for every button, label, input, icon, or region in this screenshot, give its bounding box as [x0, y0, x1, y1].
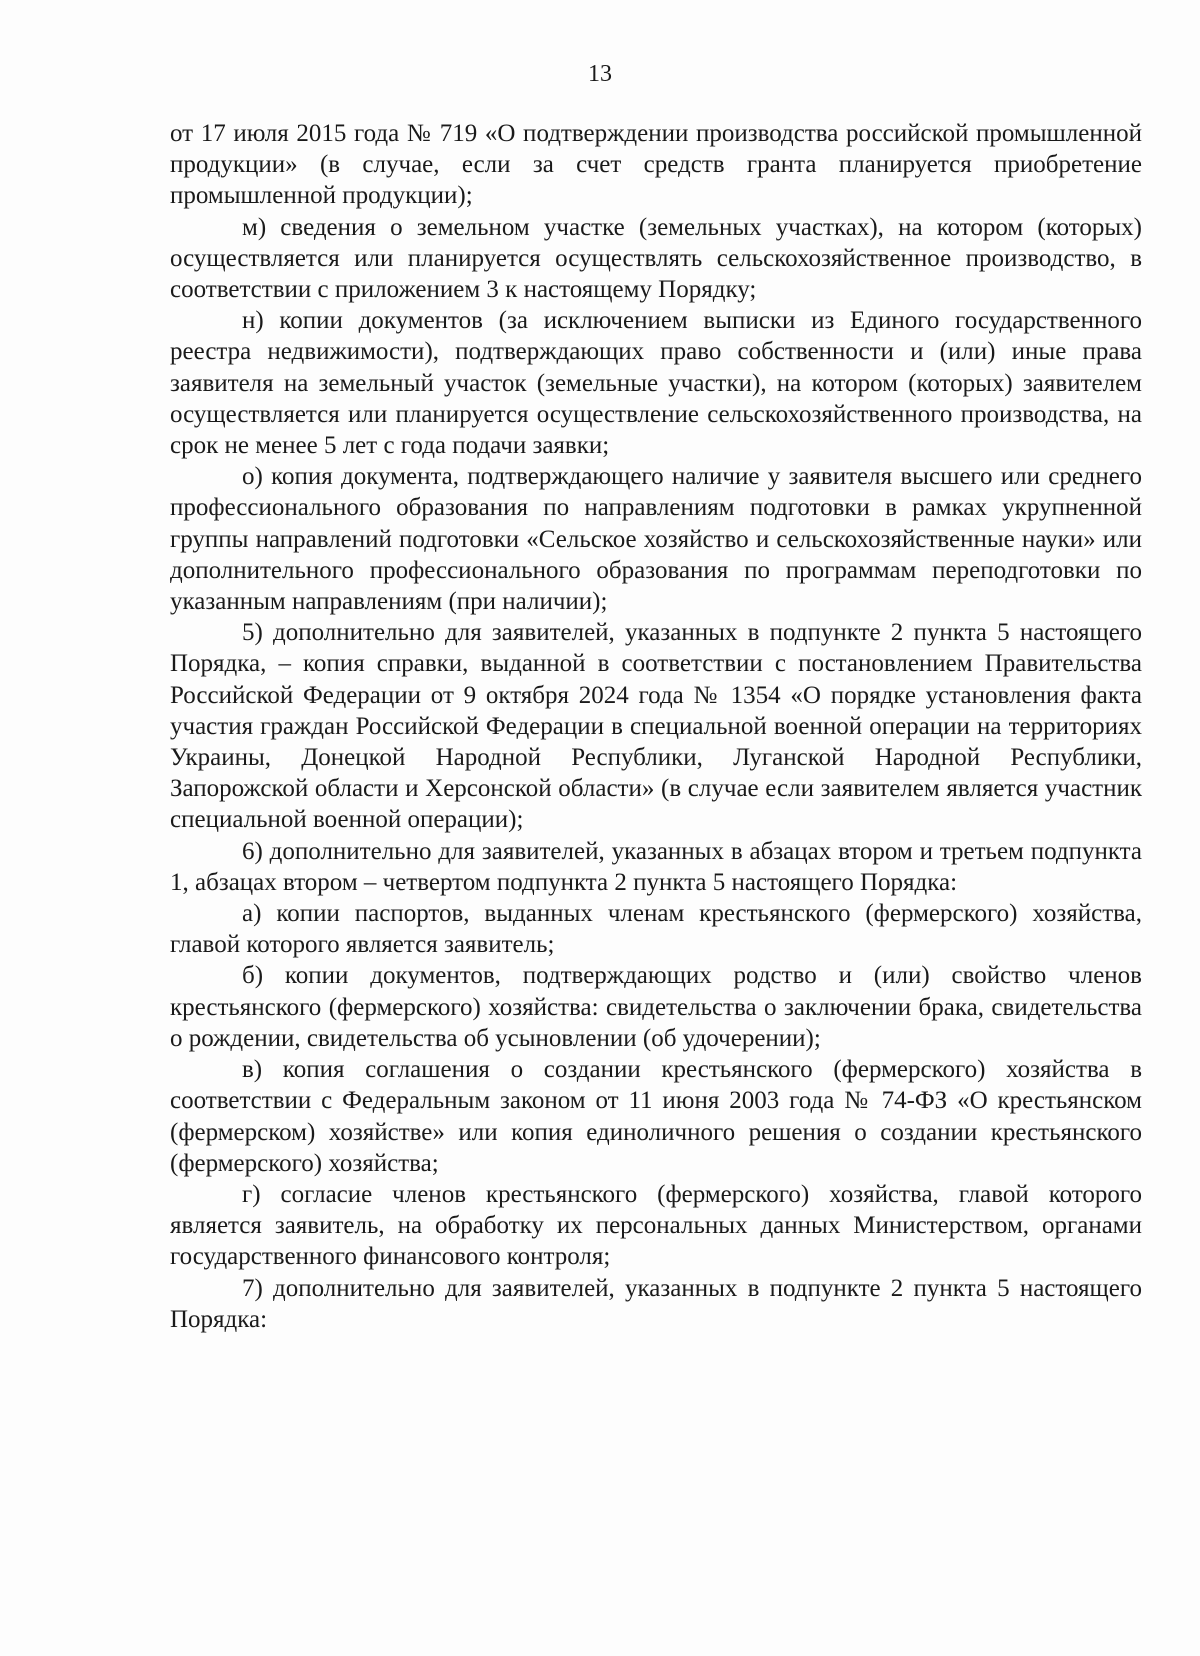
paragraph-item-7: 7) дополнительно для заявителей, указанных в подпункте 2 пункта 5 настоящего Порядка:	[170, 1274, 1142, 1333]
paragraph-item-v: в) копия соглашения о создании крестьянского (фермерского) хозяйства в соответствии с Федеральным законом от 11 июня 2003 года № 74-ФЗ «О крестьянском (фермерском) хозяйстве» или копия единоличного решения о создании крестьянского (фермерского) хозяйства;	[170, 1056, 1142, 1177]
paragraph-item-6: 6) дополнительно для заявителей, указанных в абзацах втором и третьем подпункта 1, абзацах втором – четвертом подпункта 2 пункта 5 настоящего Порядка:	[170, 837, 1142, 896]
paragraph-item-g: г) согласие членов крестьянского (фермерского) хозяйства, главой которого является заявитель, на обработку их персональных данных Министерством, органами государственного финансового контроля;	[170, 1180, 1142, 1271]
document-body	[170, 118, 1142, 1335]
paragraph-item-b: б) копии документов, подтверждающих родство и (или) свойство членов крестьянского (фермерского) хозяйства: свидетельства о заключении брака, свидетельства о рождении, свидетельства об усыновлении (об удочерении);	[170, 962, 1142, 1052]
paragraph-item-m: м) сведения о земельном участке (земельных участках), на котором (которых) осуществляется или планируется осуществлять сельскохозяйственное производство, в соответствии с приложением 3 к настоящему Порядку;	[170, 213, 1142, 304]
paragraph-item-a: а) копии паспортов, выданных членам крестьянского (фермерского) хозяйства, главой которого является заявитель;	[170, 900, 1142, 959]
paragraph-continuation: от 17 июля 2015 года № 719 «О подтверждении производства российской промышленной продукции» (в случае, если за счет средств гранта планируется приобретение промышленной продукции);	[170, 120, 1142, 210]
paragraph-item-5: 5) дополнительно для заявителей, указанных в подпункте 2 пункта 5 настоящего Порядка, – копия справки, выданной в соответствии с постановлением Правительства Российской Федерации от 9 октября 2024 года № 1354 «О порядке установления факта участия граждан Российской Федерации в специальной военной операции на территориях Украины, Донецкой Народной Республики, Луганской Народной Республики, Запорожской области и Херсонской области» (в случае если заявителем является участник специальной военной операции);	[170, 619, 1142, 834]
page-number: 13	[588, 61, 612, 87]
paragraph-item-n: н) копии документов (за исключением выписки из Единого государственного реестра недвижимости), подтверждающих право собственности и (или) иные права заявителя на земельный участок (земельные участки), на котором (которых) заявителем осуществляется или планируется осуществление сельскохозяйственного производства, на срок не менее 5 лет с года подачи заявки;	[170, 307, 1142, 460]
paragraph-item-o: о) копия документа, подтверждающего наличие у заявителя высшего или среднего профессионального образования по направлениям подготовки в рамках укрупненной группы направлений подготовки «Сельское хозяйство и сельскохозяйственные науки» или дополнительного профессионального образования по программам переподготовки по указанным направлениям (при наличии);	[170, 463, 1142, 616]
